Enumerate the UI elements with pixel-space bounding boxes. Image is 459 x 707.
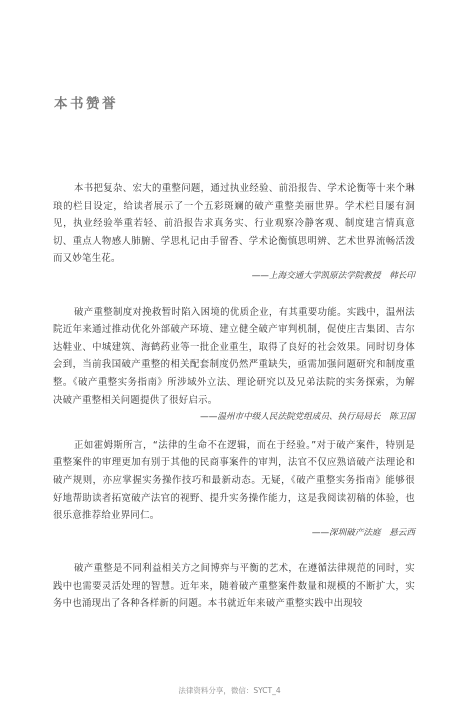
praise-section xyxy=(53,180,415,613)
praise-paragraph-1: 本书把复杂、宏大的重整问题，通过执业经验、前沿报告、学术论衡等十来个琳琅的栏目设定，给读者展示了一个五彩斑斓的破产重整美丽世界。学术栏目屡有洞见，执业经验举重若轻、前沿报告求真务实、行业观察冷静客观、制度建言情真意切、重点人物感人肺腑、学思札记由手留香、学术论衡慎思明辨、艺术世界流畅活泼而又妙笔生花。 xyxy=(53,183,415,265)
praise-attribution-2: ——温州市中级人民法院党组成员、执行局局长 陈卫国 xyxy=(200,412,415,423)
praise-attribution-3: ——深圳破产法庭 悬云西 xyxy=(311,527,415,538)
watermark-footer: 法律资料分享，微信：SYCT_4 xyxy=(178,686,281,695)
praise-paragraph-2: 破产重整制度对挽救暂时陷入困境的优质企业，有其重要功能。实践中，温州法院近年来通过推动优化外部破产环境、建立健全破产审判机制，促使庄吉集团、吉尔达鞋业、中城建筑、海鹤药业等一批企业重生，取得了良好的社会效果。同时切身体会到，当前我国破产重整的相关配套制度仍然严重缺失，亟需加强问题研究和制度重整。《破产重整实务指南》所涉域外立法、理论研究以及兄弟法院的实务探索，为解决破产重整相关问题提供了很好启示。 xyxy=(53,306,415,406)
praise-paragraph-4: 破产重整是不同利益相关方之间博弈与平衡的艺术，在遵循法律规范的同时，实践中也需要灵活处理的智慧。近年来，随着破产重整案件数量和规模的不断扩大，实务中也涌现出了各种各样新的问题。本书就近年来破产重整实践中出现较 xyxy=(53,563,415,610)
page-title: 本书赞誉 xyxy=(54,96,118,112)
praise-paragraph-3: 正如霍姆斯所言，“法律的生命不在逻辑，而在于经验。”对于破产案件，特别是重整案件的审理更加有别于其他的民商事案件的审判，法官不仅应熟谙破产法理论和破产规则，亦应掌握实务操作技巧和最新动态。无疑，《破产重整实务指南》能够很好地帮助读者拓宽破产法官的视野、提升实务操作能力，这是我阅读初稿的体验，也很乐意推荐给业界同仁。 xyxy=(53,439,415,522)
praise-attribution-1: ——上海交通大学凯原法学院教授 韩长印 xyxy=(251,270,415,281)
